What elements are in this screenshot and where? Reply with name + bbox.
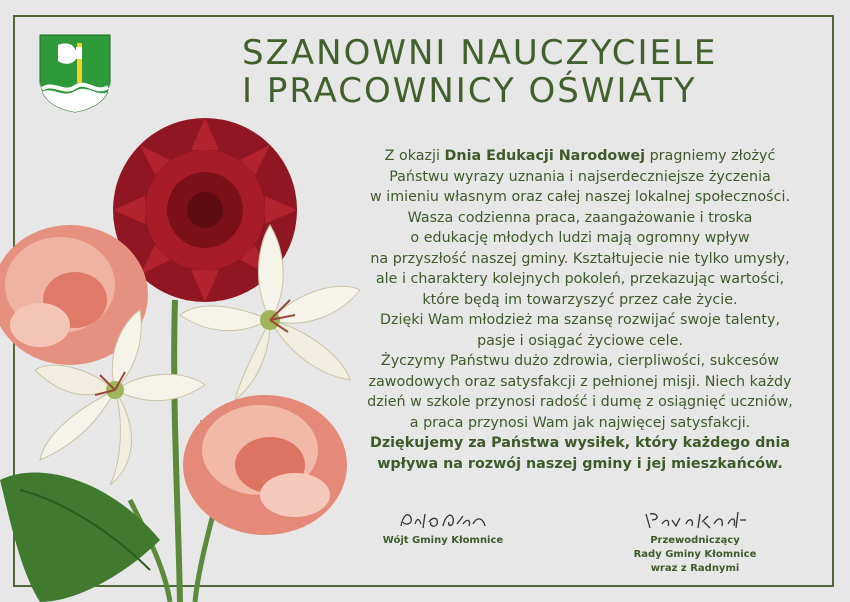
signature-block-mayor [378, 508, 508, 548]
signature-block-council [625, 508, 765, 576]
greeting-line: Dzięki Wam młodzież ma szansę rozwijać swoje talenty, [379, 312, 781, 328]
greeting-line: Życzymy Państwu dużo zdrowia, cierpliwości, sukcesów [380, 353, 780, 369]
flower-bouquet-illustration [0, 100, 370, 602]
greeting-line: w imieniu własnym oraz całej naszej lokalnej społeczności. [369, 189, 790, 205]
greeting-line: na przyszłość naszej gminy. Kształtujecie nie tylko umysły, [370, 250, 790, 267]
mayor-title: Wójt Gminy Kłomnice [382, 535, 504, 546]
greeting-text [330, 146, 830, 474]
greeting-line: Państwu wyrazy uznania i najserdeczniejsze życzenia [389, 168, 771, 185]
greeting-line: ale i charaktery kolejnych pokoleń, przekazując wartości, [375, 271, 785, 287]
council-name: Rady Gminy Kłomnice [633, 549, 757, 560]
closing-line: Dziękujemy za Państwa wysiłek, który każdego dnia [369, 435, 791, 451]
council-chair-title: Przewodniczący [650, 535, 740, 546]
handwritten-signature-icon [393, 508, 493, 532]
greeting-line: Wasza codzienna praca, zaangażowanie i troska [407, 209, 753, 226]
title-line-2: I PRACOWNICY OŚWIATY [242, 71, 697, 111]
council-members: wraz z Radnymi [650, 563, 740, 574]
greeting-line: pasje i osiągać życiowe cele. [477, 332, 683, 349]
greeting-line: a praca przynosi Wam jak najwięcej satysfakcji. [409, 414, 751, 431]
holiday-name: Dnia Edukacji Narodowej [444, 148, 646, 164]
page-title [242, 34, 802, 110]
closing-line: wpływa na rozwój naszej gminy i jej mieszkańców. [377, 455, 783, 472]
greeting-line: zawodowych oraz satysfakcji z pełnionej misji. Niech każdy [368, 373, 792, 390]
greeting-line: o edukację młodych ludzi mają ogromny wpływ [410, 230, 750, 246]
handwritten-signature-icon [640, 508, 750, 532]
greeting-line: które będą im towarzyszyć przez całe życie. [422, 291, 738, 308]
greeting-line: Z okazji Dnia Edukacji Narodowej pragniemy złożyć [384, 148, 776, 164]
greeting-line: dzień w szkole przynosi radość i dumę z osiągnięć uczniów, [367, 394, 793, 410]
title-line-1: SZANOWNI NAUCZYCIELE [242, 33, 718, 73]
